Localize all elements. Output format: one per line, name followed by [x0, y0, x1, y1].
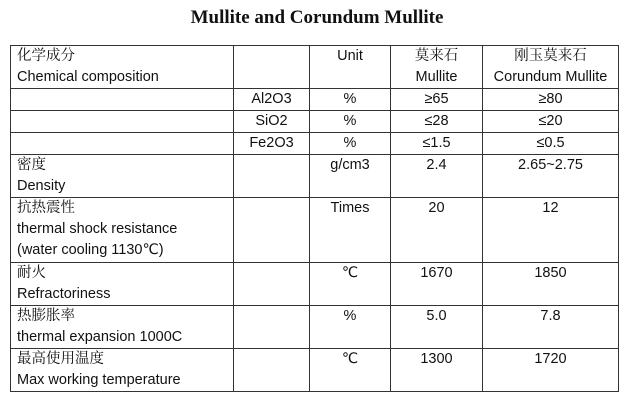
table-row — [11, 133, 619, 155]
table-row — [11, 46, 619, 89]
table-row — [11, 89, 619, 111]
corundum-value: 1720 — [483, 349, 619, 392]
corundum-value: 2.65~2.75 — [483, 155, 619, 198]
mullite-value: 1300 — [391, 349, 483, 392]
empty-cell — [234, 349, 310, 392]
mullite-value: 20 — [391, 198, 483, 263]
component-unit: % — [310, 111, 391, 133]
table-row — [11, 306, 619, 349]
corundum-value: 12 — [483, 198, 619, 263]
property-unit: ℃ — [310, 349, 391, 392]
empty-cell — [234, 263, 310, 306]
property-header-cell — [11, 46, 234, 89]
property-cell — [11, 198, 234, 263]
corundum-value: ≤0.5 — [483, 133, 619, 155]
property-name-en: Max working temperature — [17, 372, 181, 388]
component-unit: % — [310, 133, 391, 155]
empty-cell — [234, 155, 310, 198]
corundum-header-en: Corundum Mullite — [493, 69, 608, 85]
mullite-value: 2.4 — [391, 155, 483, 198]
corundum-header-cn: 刚玉莫来石 — [514, 48, 587, 64]
corundum-value: 7.8 — [483, 306, 619, 349]
mullite-value: ≤1.5 — [391, 133, 483, 155]
property-unit: Times — [310, 198, 391, 263]
component-unit: % — [310, 89, 391, 111]
property-cell — [11, 349, 234, 392]
table-row — [11, 349, 619, 392]
property-name-en: Density — [17, 178, 66, 194]
property-name-cn: 抗热震性 — [17, 200, 75, 216]
property-cell — [11, 306, 234, 349]
component-name: SiO2 — [234, 111, 310, 133]
mullite-header-cn: 莫来石 — [414, 48, 459, 64]
table-row — [11, 155, 619, 198]
mullite-value: ≤28 — [391, 111, 483, 133]
corundum-value: 1850 — [483, 263, 619, 306]
property-unit: % — [310, 306, 391, 349]
composition-spacer-cell — [11, 89, 234, 111]
composition-spacer-cell — [11, 133, 234, 155]
property-name-cn: 密度 — [17, 157, 46, 173]
property-name-en: thermal expansion 1000C — [17, 329, 183, 345]
table-row — [11, 263, 619, 306]
page-title: Mullite and Corundum Mullite — [190, 7, 444, 28]
property-header-cn: 化学成分 — [17, 48, 75, 64]
property-cell — [11, 263, 234, 306]
property-cell — [11, 155, 234, 198]
mullite-value: 5.0 — [391, 306, 483, 349]
empty-cell — [234, 198, 310, 263]
composition-spacer-cell — [11, 111, 234, 133]
property-name-en: thermal shock resistance — [17, 221, 178, 237]
mullite-header-en: Mullite — [415, 69, 458, 85]
property-name-en: Refractoriness — [17, 286, 111, 302]
mullite-value: 1670 — [391, 263, 483, 306]
corundum-value: ≤20 — [483, 111, 619, 133]
property-name-en-note: (water cooling 1130℃) — [17, 242, 164, 258]
mullite-value: ≥65 — [391, 89, 483, 111]
property-unit: g/cm3 — [310, 155, 391, 198]
table-row — [11, 198, 619, 263]
property-name-cn: 最高使用温度 — [17, 351, 104, 367]
corundum-value: ≥80 — [483, 89, 619, 111]
property-name-cn: 耐火 — [17, 265, 46, 281]
property-header-en: Chemical composition — [17, 69, 159, 85]
component-name: Fe2O3 — [234, 133, 310, 155]
specification-table — [10, 45, 619, 392]
property-unit: ℃ — [310, 263, 391, 306]
component-header-cell — [234, 46, 310, 89]
unit-header: Unit — [310, 46, 391, 89]
property-name-cn: 热膨胀率 — [17, 308, 75, 324]
component-name: Al2O3 — [234, 89, 310, 111]
corundum-header-cell — [483, 46, 619, 89]
empty-cell — [234, 306, 310, 349]
mullite-header-cell — [391, 46, 483, 89]
table-row — [11, 111, 619, 133]
